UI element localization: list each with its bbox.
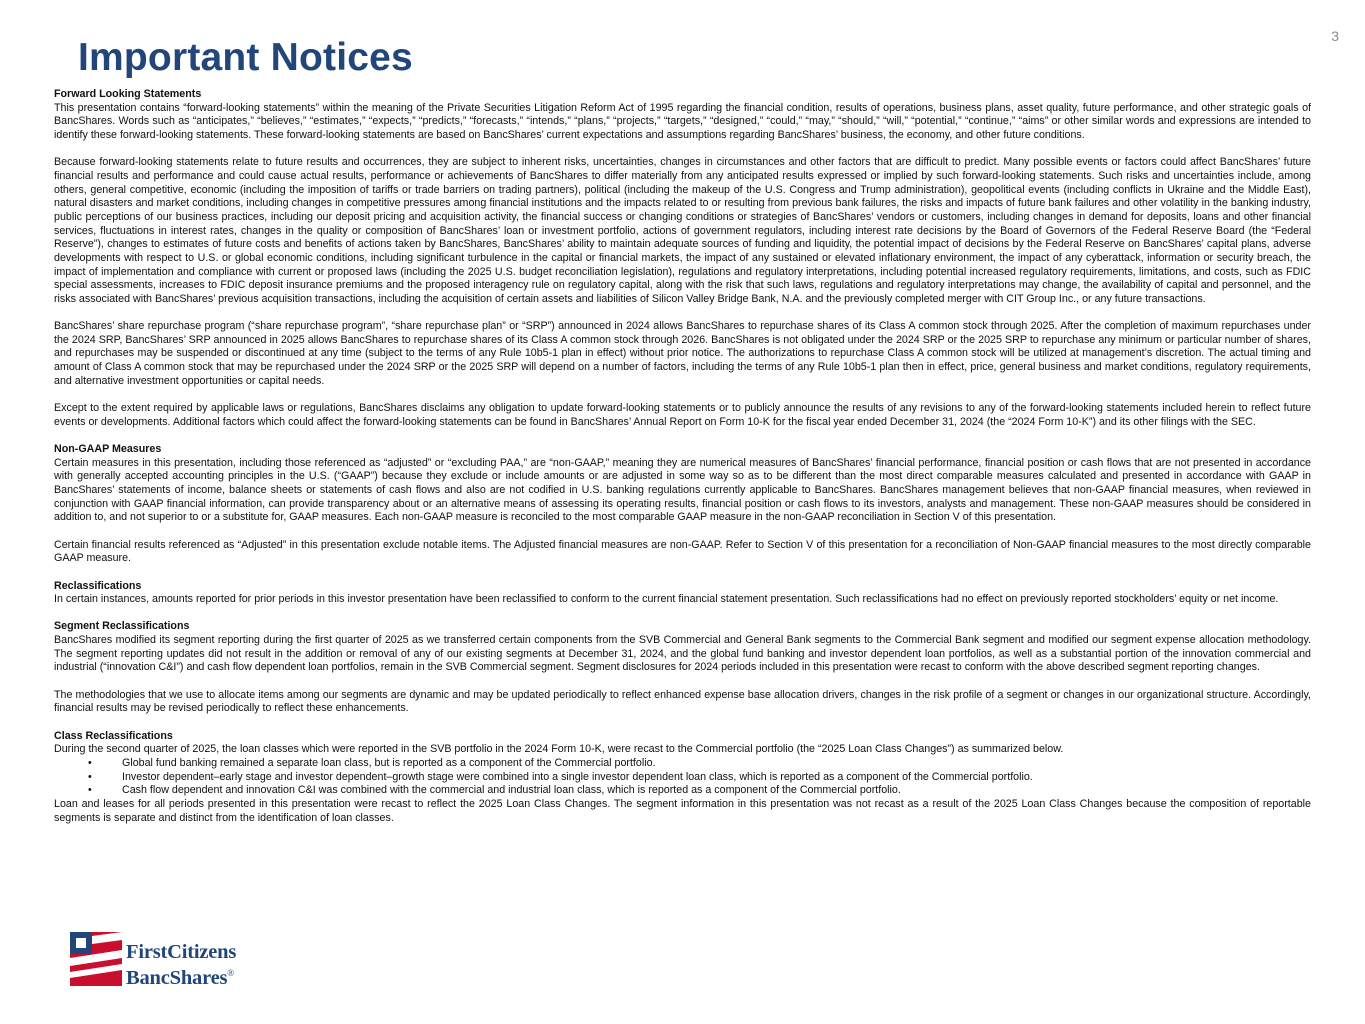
section-non-gaap-measures	[54, 443, 1311, 566]
logo-line-2-text: BancShares	[126, 966, 228, 989]
bullet-icon: •	[88, 784, 92, 797]
paragraph: During the second quarter of 2025, the loan classes which were reported in the SVB portfolio in the 2024 Form 10-K, were recast to the Commercial portfolio (the “2025 Loan Class Changes”) as summarized below.	[54, 743, 1064, 756]
logo-line-2	[126, 963, 236, 989]
section-heading: Reclassifications	[54, 579, 142, 592]
paragraph: BancShares’ share repurchase program (“share repurchase program”, “share repurchase plan” or “SRP”) announced in 2024 allows BancShares to repurchase shares of its Class A common stock through 2025. After the completion of maximum repurchases under the 2024 SRP, BancShares’ SRP announced in 2025 allows BancShares to repurchase shares of its Class A common stock through 2026. BancShares is not obligated under the 2024 SRP or the 2025 SRP to repurchase any minimum or particular number of shares, and repurchases may be suspended or discontinued at any time (subject to the terms of any Rule 10b5-1 plan in effect) without prior notice. The authorizations to repurchase Class A common stock will be utilized at management’s discretion. The actual timing and amount of Class A common stock that may be repurchased under the 2024 SRP or the 2025 SRP will depend on a number of factors, including the terms of any Rule 10b5-1 plan then in effect, price, general business and market conditions, regulatory requirements, and alternative investment opportunities or capital needs.	[54, 320, 1311, 387]
logo-wordmark	[126, 942, 236, 989]
registered-mark: ®	[227, 968, 234, 978]
section-heading: Class Reclassifications	[54, 729, 173, 742]
bullet-icon: •	[88, 770, 92, 783]
section-heading: Non-GAAP Measures	[54, 443, 162, 455]
flag-icon	[70, 932, 122, 986]
company-logo	[70, 930, 260, 988]
notices-body	[54, 88, 1311, 839]
section-class-reclassifications	[54, 730, 1311, 826]
page-title: Important Notices	[78, 36, 413, 79]
section-heading: Segment Reclassifications	[54, 620, 190, 633]
paragraph: The methodologies that we use to allocate items among our segments are dynamic and may be updated periodically to reflect enhanced expense base allocation drivers, changes in the risk profile of a segment or changes in our organizational structure. Accordingly, financial results may be revised periodically to reflect these enhancements.	[54, 688, 1311, 715]
paragraph: Certain measures in this presentation, including those referenced as “adjusted” or “excluding PAA,” are “non-GAAP,” meaning they are numerical measures of BancShares’ financial performance, financial position or cash flows that are not presented in accordance with generally accepted accounting principles in the U.S. (“GAAP”) because they exclude or include amounts or are adjusted in some way so as to be different than the most direct comparable measures calculated and presented in accordance with GAAP in BancShares’ statements of income, balance sheets or statements of cash flows and also are not codified in U.S. banking regulations currently applicable to BancShares. BancShares management believes that non-GAAP financial measures, when reviewed in conjunction with GAAP financial information, can provide transparency about or an alternative means of assessing its operating results, financial position or cash flows to its investors, analysts and management. These non-GAAP measures should be considered in addition to, and not superior to or a substitute for, GAAP measures. Each non-GAAP measure is reconciled to the most comparable GAAP measure in the non-GAAP reconciliation in Section V of this presentation.	[54, 456, 1311, 524]
bullet-item	[54, 757, 1311, 771]
paragraph: In certain instances, amounts reported for prior periods in this investor presentation have been reclassified to conform to the current financial statement presentation. Such reclassifications had no effect on previously reported stockholders’ equity or net income.	[54, 593, 1279, 606]
bullet-text: Global fund banking remained a separate loan class, but is reported as a component of the Commercial portfolio.	[122, 757, 656, 770]
section-forward-looking-statements	[54, 88, 1311, 429]
bullet-item	[54, 784, 1311, 798]
paragraph: Loan and leases for all periods presented in this presentation were recast to reflect the 2025 Loan Class Changes. The segment information in this presentation was not recast as a result of the 2025 Loan Class Changes because the composition of reportable segments is separate and distinct from the identification of loan classes.	[54, 797, 1311, 824]
section-heading: Forward Looking Statements	[54, 88, 202, 100]
paragraph: Because forward-looking statements relate to future results and occurrences, they are subject to inherent risks, uncertainties, changes in circumstances and other factors that are difficult to predict. Many possible events or factors could affect BancShares’ future financial results and performance and could cause actual results, performance or achievements of BancShares to differ materially from any anticipated results expressed or implied by such forward-looking statements. Such risks and uncertainties include, among others, general competitive, economic (including the imposition of tariffs or trade barriers on trading partners), political (including the makeup of the U.S. Congress and Trump administration), geopolitical events (including conflicts in Ukraine and the Middle East), natural disasters and market conditions, including changes in competitive pressures among financial institutions and the impacts related to or resulting from previous bank failures, the risks and impacts of future bank failures and other volatility in the banking industry, public perceptions of our business practices, including our deposit pricing and acquisition activity, the financial success or changing conditions or strategies of BancShares’ vendors or customers, including changes in demand for deposits, loans and other financial services, fluctuations in interest rates, changes in the quality or composition of BancShares’ loan or investment portfolio, actions of government regulators, including interest rate decisions by the Board of Governors of the Federal Reserve Board (the “Federal Reserve”), changes to estimates of future costs and benefits of actions taken by BancShares, BancShares’ ability to maintain adequate sources of funding and liquidity, the potential impact of decisions by the Federal Reserve on BancShares’ capital plans, adverse developments with respect to U.S. or global economic conditions, including significant turbulence in the capital or financial markets, the impact of any sustained or elevated inflationary environment, the impact of any cyberattack, information or security breach, the impact of implementation and compliance with current or proposed laws (including the 2025 U.S. budget reconciliation legislation), regulations and regulatory interpretations, including potential increased regulatory requirements, limitations, and costs, such as FDIC special assessments, increases to FDIC deposit insurance premiums and the proposed interagency rule on regulatory capital, along with the risk that such laws, regulations and regulatory interpretations may change, the availability of capital and personnel, and the risks associated with BancShares’ previous acquisition transactions, including the acquisition of certain assets and liabilities of Silicon Valley Bridge Bank, N.A. and the previously completed merger with CIT Group Inc., or any future transactions.	[54, 156, 1311, 305]
bullet-text: Cash flow dependent and innovation C&I was combined with the commercial and industrial loan class, which is reported as a component of the Commercial portfolio.	[122, 784, 901, 797]
bullet-item	[54, 771, 1311, 785]
bullet-icon: •	[88, 757, 92, 770]
bullet-list	[54, 757, 1311, 798]
section-segment-reclassifications	[54, 620, 1311, 716]
logo-line-1: FirstCitizens	[126, 941, 237, 963]
paragraph: BancShares modified its segment reporting during the first quarter of 2025 as we transferred certain components from the SVB Commercial and General Bank segments to the Commercial Bank segment and modified our segment expense allocation methodology. The segment reporting updates did not result in the addition or removal of any of our existing segments at December 31, 2024, and the global fund banking and investor dependent loan portfolios, as well as a substantial portion of the innovation commercial and industrial (“innovation C&I”) and cash flow dependent loan portfolios, remain in the SVB Commercial segment. Segment disclosures for 2024 periods included in this presentation were recast to conform with the above described segment reporting changes.	[54, 634, 1311, 674]
page-number: 3	[1331, 28, 1339, 44]
bullet-text: Investor dependent–early stage and investor dependent–growth stage were combined into a single investor dependent loan class, which is reported as a component of the Commercial portfolio.	[122, 770, 1033, 783]
paragraph: Except to the extent required by applicable laws or regulations, BancShares disclaims any obligation to update forward-looking statements or to publicly announce the results of any revisions to any of the forward-looking statements included herein to reflect future events or developments. Additional factors which could affect the forward-looking statements can be found in BancShares’ Annual Report on Form 10-K for the fiscal year ended December 31, 2024 (the “2024 Form 10-K”) and its other filings with the SEC.	[54, 402, 1311, 428]
paragraph: Certain financial results referenced as “Adjusted” in this presentation exclude notable items. The Adjusted financial measures are non-GAAP. Refer to Section V of this presentation for a reconciliation of Non-GAAP financial measures to the most directly comparable GAAP measure.	[54, 538, 1311, 565]
section-reclassifications	[54, 580, 1311, 607]
paragraph: This presentation contains “forward-looking statements” within the meaning of the Private Securities Litigation Reform Act of 1995 regarding the financial condition, results of operations, business plans, asset quality, future performance, and other strategic goals of BancShares. Words such as “anticipates,” “believes,” “estimates,” “expects,” “predicts,” “forecasts,” “intends,” “plans,” “projects,” “targets,” “designed,” “could,” “may,” “should,” “will,” “potential,” “continue,” “aims” or other similar words and expressions are intended to identify these forward-looking statements. These forward-looking statements are based on BancShares’ current expectations and assumptions regarding BancShares’ business, the economy, and other future conditions.	[54, 101, 1311, 141]
